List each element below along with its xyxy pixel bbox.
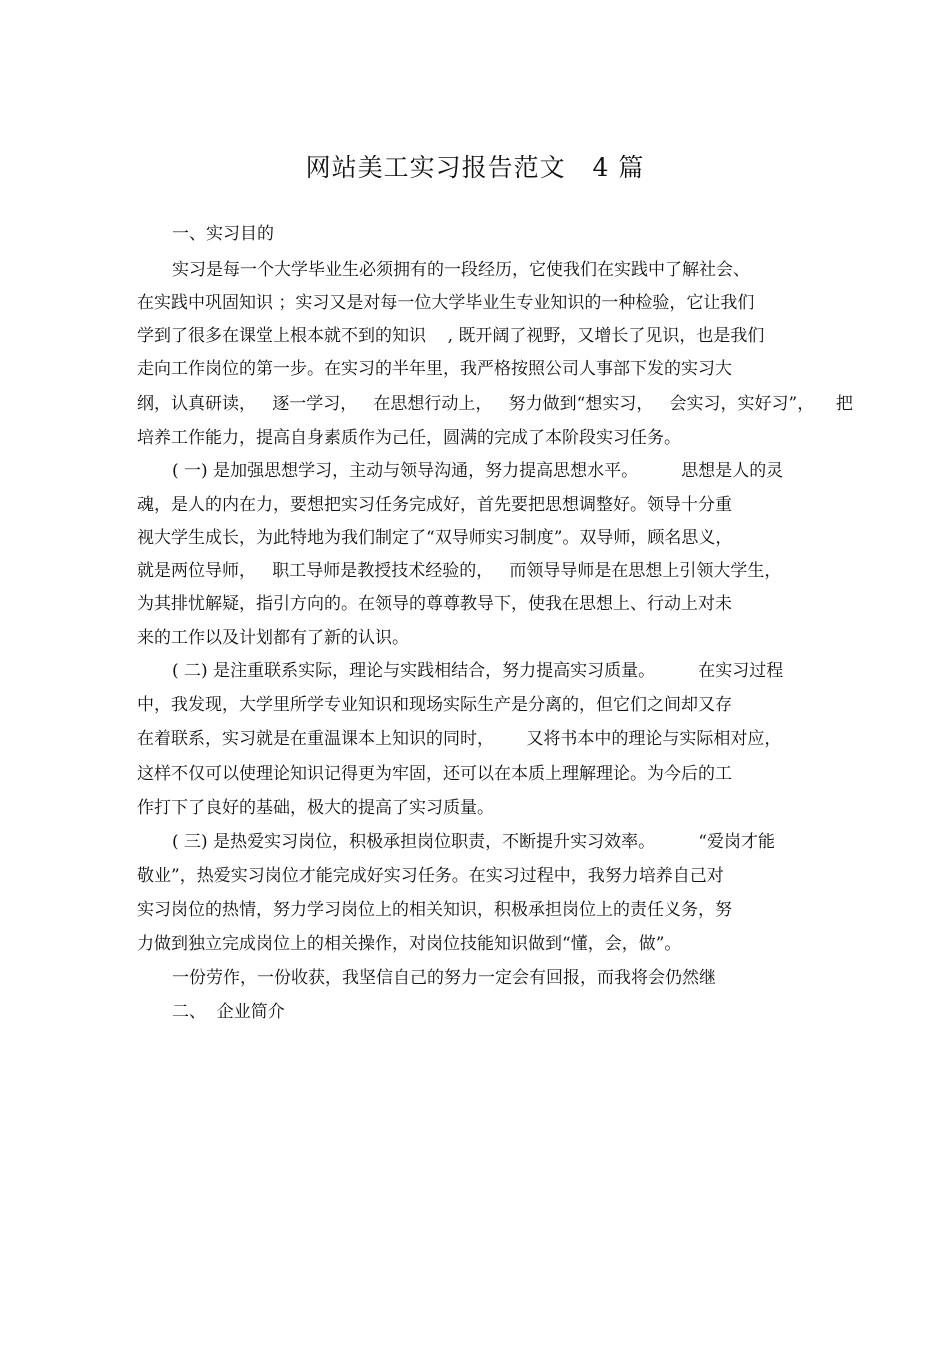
paragraph-line: 魂，是人的内在力，要想把实习任务完成好，首先要把思想调整好。领导十分重 — [137, 495, 732, 515]
paragraph-line: 就是两位导师， 职工导师是教授技术经验的， 而领导导师是在思想上引领大学生， — [137, 561, 782, 581]
section-heading-purpose: 一、实习目的 — [172, 224, 274, 244]
paragraph-line: ( 二) 是注重联系实际，理论与实践相结合，努力提高实习质量。 在实习过程 — [172, 661, 784, 681]
paragraph-line: 走向工作岗位的第一步。在实习的半年里，我严格按照公司人事部下发的实习大 — [137, 359, 732, 379]
paragraph-line: 视大学生成长，为此特地为我们制定了“双导师实习制度”。双导师，顾名思义， — [137, 528, 733, 548]
paragraph-line: 为其排忧解疑，指引方向的。在领导的尊尊教导下，使我在思想上、行动上对未 — [137, 594, 732, 614]
paragraph-line: 学到了很多在课堂上根本就不到的知识 , 既开阔了视野，又增长了见识，也是我们 — [137, 326, 765, 346]
paragraph-line: 作打下了良好的基础，极大的提高了实习质量。 — [137, 798, 494, 818]
paragraph-line: ( 三) 是热爱实习岗位，积极承担岗位职责，不断提升实习效率。 “爱岗才能 — [172, 832, 775, 852]
paragraph-line: 中，我发现，大学里所学专业知识和现场实际生产是分离的，但它们之间却又存 — [137, 695, 732, 715]
paragraph-line: 在着联系，实习就是在重温课本上知识的同时， 又将书本中的理论与实际相对应， — [137, 729, 782, 749]
paragraph-line: 敬业”，热爱实习岗位才能完成好实习任务。在实习过程中，我努力培养自己对 — [137, 866, 724, 886]
paragraph-line: 实习是每一个大学毕业生必须拥有的一段经历，它使我们在实践中了解社会、 — [172, 260, 750, 280]
paragraph-line: 培养工作能力，提高自身素质作为己任，圆满的完成了本阶段实习任务。 — [137, 428, 681, 448]
paragraph-line: 在实践中巩固知识 ；实习又是对每一位大学毕业生专业知识的一种检验，它让我们 — [137, 293, 755, 313]
section-heading-company: 二、 企业简介 — [172, 1002, 285, 1022]
paragraph-line: 纲，认真研读， 逐一学习， 在思想行动上， 努力做到“想实习， 会实习，实好习”， 把 — [137, 394, 853, 414]
paragraph-line: 来的工作以及计划都有了新的认识。 — [137, 628, 409, 648]
paragraph-line: 一份劳作，一份收获，我坚信自己的努力一定会有回报，而我将会仍然继 — [172, 968, 716, 988]
paragraph-line: 实习岗位的热情，努力学习岗位上的相关知识，积极承担岗位上的责任义务，努 — [137, 900, 732, 920]
paragraph-line: 力做到独立完成岗位上的相关操作，对岗位技能知识做到“懂，会，做”。 — [137, 934, 682, 954]
paragraph-line: 这样不仅可以使理论知识记得更为牢固，还可以在本质上理解理论。为今后的工 — [137, 764, 732, 784]
paragraph-line: ( 一) 是加强思想学习，主动与领导沟通，努力提高思想水平。 思想是人的灵 — [172, 461, 784, 481]
document-title: 网站美工实习报告范文 4 篇 — [305, 153, 645, 182]
